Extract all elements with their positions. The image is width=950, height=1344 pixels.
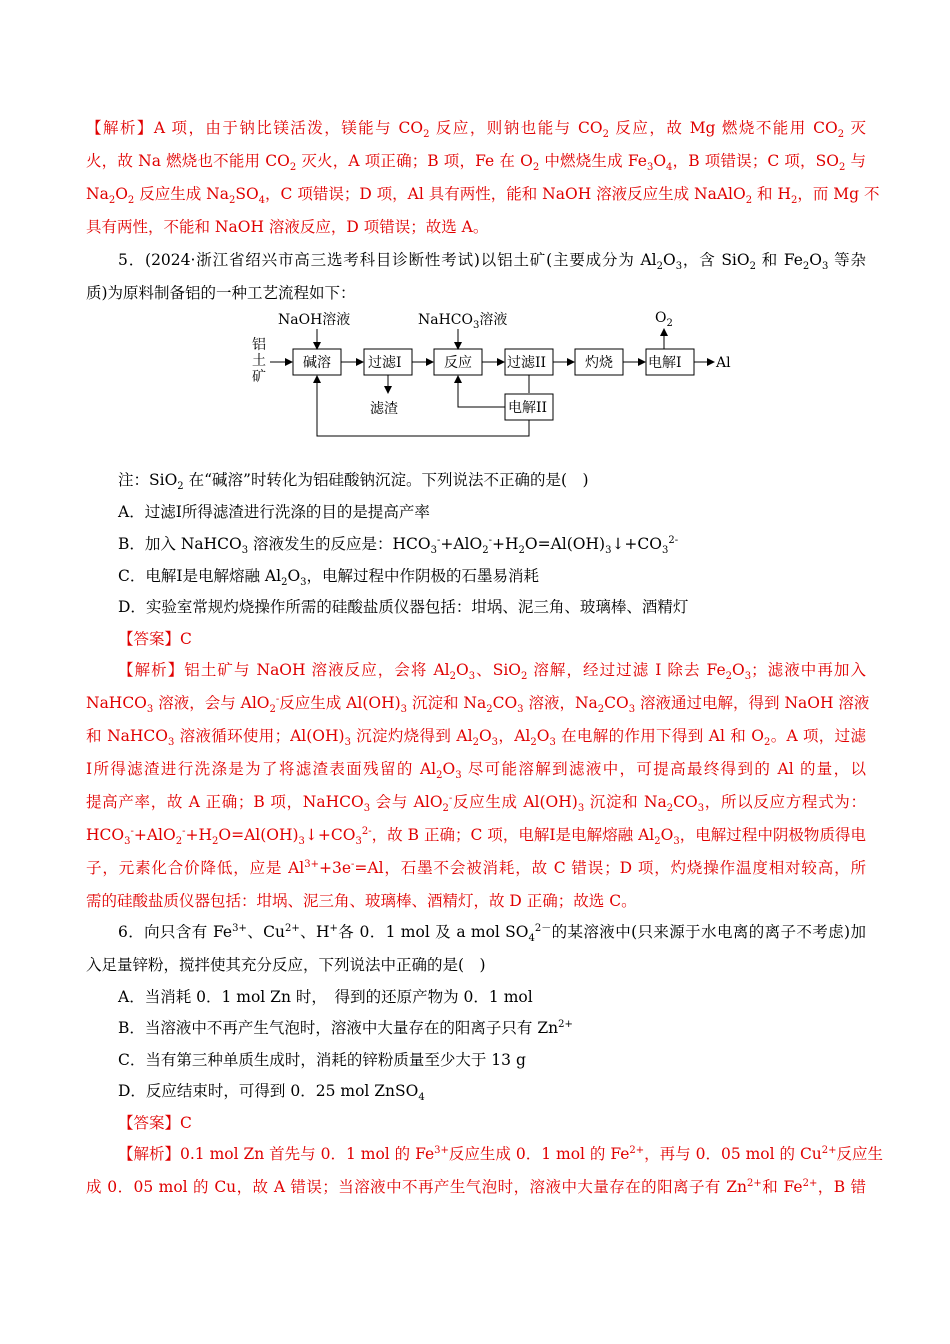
q5-option-a: A．过滤Ⅰ所得滤渣进行洗涤的目的是提高产率: [118, 503, 430, 521]
q5-note: 注：SiO$_2$ 在“碱溶”时转化为铝硅酸钠沉淀。下列说法不正确的是( ): [118, 471, 589, 493]
box-filter-1-label: 过滤I: [368, 355, 402, 371]
q5-analysis-line-8: 需的硅酸盐质仪器包括：坩埚、泥三角、玻璃棒、酒精灯，故 D 正确；故选 C。: [86, 892, 637, 910]
q5-stem-line-1: 5．(2024·浙江省绍兴市高三选考科目诊断性考试)以铝土矿(主要成分为 $Al_2O_3$，含 SiO$_2$ 和 $Fe_2O_3$ 等杂: [118, 251, 866, 273]
q6-option-d: D．反应结束时，可得到 0．25 mol ZnSO$_4$: [118, 1082, 425, 1104]
flow-o2-label: $O_2$: [655, 310, 673, 329]
flow-input-label-3: 矿: [252, 369, 266, 385]
q6-stem-line-1: 6．向只含有 $Fe^{3+}$、$Cu^{2+}$、H+各 0．1 mol 及 a mol $SO_4^{2-}$的某溶液中(只来源于水电离的离子不考虑)加: [118, 922, 866, 945]
q4-analysis-line-1: 【解析】A 项，由于钠比镁活泼，镁能与 $CO_2$ 反应，则钠也能与 $CO_2$ 反应，故 Mg 燃烧不能用 $CO_2$ 灭: [86, 119, 866, 141]
q6-option-a: A．当消耗 0．1 mol Zn 时， 得到的还原产物为 0．1 mol: [118, 988, 533, 1006]
q6-stem-line-2: 入足量锌粉，搅拌使其充分反应，下列说法中正确的是( ): [86, 956, 486, 974]
box-reaction-label: 反应: [444, 355, 472, 371]
q6-analysis-line-1: 【解析】0.1 mol Zn 首先与 0．1 mol 的 $Fe^{3+}$反应生成 0．1 mol 的 $Fe^{2+}$，再与 0．05 mol 的 $Cu^{2+}$反应生: [118, 1144, 884, 1163]
box-filter-2-label: 过滤II: [507, 355, 547, 371]
q5-option-b: B．加入 NaHCO$_3$ 溶液发生的反应是：$HCO_3^-+AlO_2^-+H_2O=Al(OH)_3↓+CO_3^{2-}$: [118, 534, 679, 557]
flow-input-label-2: 土: [252, 353, 266, 369]
q4-analysis-line-4: 具有两性，不能和 NaOH 溶液反应，D 项错误；故选 A。: [86, 218, 489, 236]
q6-option-b: B．当溶液中不再产生气泡时，溶液中大量存在的阳离子只有 $Zn^{2+}$: [118, 1018, 573, 1037]
q5-option-d: D．实验室常规灼烧操作所需的硅酸盐质仪器包括：坩埚、泥三角、玻璃棒、酒精灯: [118, 598, 689, 616]
arrow-recycle-nahco3: [458, 376, 505, 407]
box-electrolysis-2-label: 电解II: [508, 400, 548, 416]
q5-analysis-line-5: 提高产率，故 A 正确；B 项，NaHCO$_3$ 会与 AlO$_2$-反应生成 $Al(OH)_3$ 沉淀和 $Na_2CO_3$，所以反应方程式为：: [86, 792, 866, 815]
box-alkali-dissolve-label: 碱溶: [303, 355, 331, 371]
q5-analysis-line-3: 和 NaHCO$_3$ 溶液循环使用；$Al(OH)_3$ 沉淀灼烧得到 $Al_2O_3$，$Al_2O_3$ 在电解的作用下得到 Al 和 $O_2$。A 项，过滤: [86, 727, 866, 749]
box-electrolysis-1-label: 电解I: [648, 355, 682, 371]
q5-stem-line-2: 质)为原料制备铝的一种工艺流程如下：: [86, 284, 356, 302]
q6-analysis-line-2: 成 0．05 mol 的 Cu，故 A 错误；当溶液中不再产生气泡时，溶液中大量存在的阳离子有 $Zn^{2+}$和 $Fe^{2+}$，B 错: [86, 1177, 866, 1196]
q5-option-c: C．电解Ⅰ是电解熔融 $Al_2O_3$，电解过程中作阴极的石墨易消耗: [118, 567, 540, 589]
q4-analysis-line-3: $Na_2O_2$ 反应生成 $Na_2SO_4$，C 项错误；D 项，Al 具有两性，能和 NaOH 溶液反应生成 NaAlO$_2$ 和 $H_2$，而 Mg 不: [86, 185, 880, 207]
q6-option-c: C．当有第三种单质生成时，消耗的锌粉质量至少大于 13 g: [118, 1051, 526, 1069]
box-calcine-label: 灼烧: [585, 355, 613, 371]
arrow-recycle-naoh: [317, 376, 529, 436]
flow-input-label-1: 铝: [252, 337, 266, 353]
q4-analysis-line-2: 火，故 Na 燃烧也不能用 $CO_2$ 灭火，A 项正确；B 项，Fe 在 $O_2$ 中燃烧生成 $Fe_3O_4$，B 项错误；C 项，$SO_2$ 与: [86, 152, 867, 174]
q5-analysis-line-2: NaHCO$_3$ 溶液，会与 AlO$_2$-反应生成 $Al(OH)_3$ 沉淀和 $Na_2CO_3$ 溶液，$Na_2CO_3$ 溶液通过电解，得到 NaOH 溶液: [86, 693, 870, 716]
q5-analysis-line-1: 【解析】铝土矿与 NaOH 溶液反应，会将 $Al_2O_3$、SiO$_2$ 溶解，经过过滤 I 除去 $Fe_2O_3$；滤液中再加入: [118, 661, 866, 683]
q5-analysis-line-4: Ⅰ所得滤渣进行洗涤是为了将滤渣表面残留的 $Al_2O_3$ 尽可能溶解到滤液中，可提高最终得到的 Al 的量，以: [86, 760, 867, 782]
flow-naoh-label: NaOH溶液: [278, 312, 351, 328]
flow-output-label: Al: [716, 355, 731, 371]
q5-analysis-line-6: $HCO_3^-+AlO_2^-+H_2O=Al(OH)_3↓+CO_3^{2-}$，故 B 正确；C 项，电解Ⅰ是电解熔融 $Al_2O_3$，电解过程中阴极物质得电: [86, 825, 866, 848]
q5-answer: 【答案】C: [118, 630, 192, 648]
flow-residue-label: 滤渣: [370, 401, 398, 417]
q6-answer: 【答案】C: [118, 1114, 192, 1132]
process-flow-diagram: [246, 302, 746, 442]
q5-analysis-line-7: 子，元素化合价降低，应是 $Al^{3+}+3e^-=Al$，石墨不会被消耗，故 C 错误；D 项，灼烧操作温度相对较高，所: [86, 858, 866, 877]
flow-nahco3-label: NaHCO$_3$溶液: [418, 312, 508, 331]
